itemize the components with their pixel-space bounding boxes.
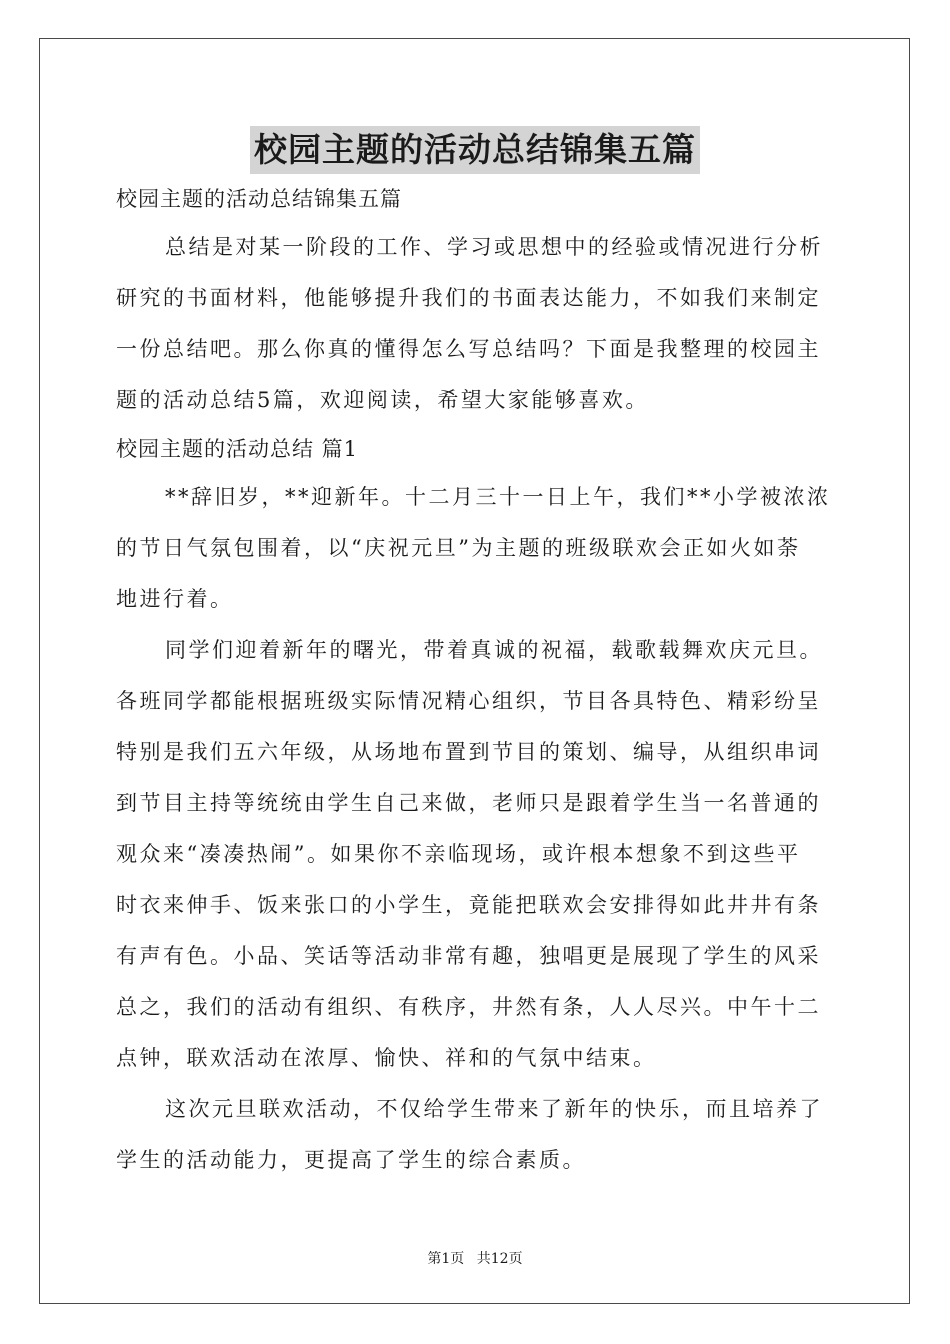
paragraph-1: [116, 472, 838, 625]
paragraph-line: 地进行着。: [116, 587, 234, 611]
paragraph-line: 时衣来伸手、饭来张口的小学生，竟能把联欢会安排得如此井井有条: [116, 893, 821, 917]
paragraph-line: 观众来“凑凑热闹”。如果你不亲临现场，或许根本想象不到这些平: [116, 842, 801, 866]
paragraph-line: 到节目主持等统统由学生自己来做，老师只是跟着学生当一名普通的: [116, 791, 821, 815]
page-footer: [0, 1248, 950, 1268]
paragraph-line: 学生的活动能力，更提高了学生的综合素质。: [116, 1148, 586, 1172]
page-number: 第1页: [427, 1251, 465, 1267]
intro-line: 题的活动总结5篇，欢迎阅读，希望大家能够喜欢。: [116, 388, 649, 412]
paragraph-line: 特别是我们五六年级，从场地布置到节目的策划、编导，从组织串词: [116, 740, 821, 764]
paragraph-line: 各班同学都能根据班级实际情况精心组织，节目各具特色、精彩纷呈: [116, 689, 821, 713]
paragraph-line: 这次元旦联欢活动，不仅给学生带来了新年的快乐，而且培养了: [165, 1097, 823, 1121]
paragraph-line: 同学们迎着新年的曙光，带着真诚的祝福，载歌载舞欢庆元旦。: [165, 638, 823, 662]
intro-line: 一份总结吧。那么你真的懂得怎么写总结吗？下面是我整理的校园主: [116, 337, 821, 361]
paragraph-line: 总之，我们的活动有组织、有秩序，井然有条，人人尽兴。中午十二: [116, 995, 821, 1019]
title-container: [0, 126, 950, 174]
paragraph-line: 有声有色。小品、笑话等活动非常有趣，独唱更是展现了学生的风采: [116, 944, 821, 968]
document-body: [116, 180, 838, 1186]
paragraph-3: [116, 1084, 838, 1186]
section-heading: 校园主题的活动总结 篇1: [116, 437, 359, 461]
document-subtitle: 校园主题的活动总结锦集五篇: [116, 187, 402, 211]
document-title: 校园主题的活动总结锦集五篇: [250, 126, 700, 174]
paragraph-2: [116, 625, 838, 1084]
intro-line: 研究的书面材料，他能够提升我们的书面表达能力，不如我们来制定: [116, 286, 821, 310]
paragraph-line: 的节日气氛包围着，以“庆祝元旦”为主题的班级联欢会正如火如荼: [116, 536, 801, 560]
intro-line: 总结是对某一阶段的工作、学习或思想中的经验或情况进行分析: [165, 235, 823, 259]
paragraph-line: 点钟，联欢活动在浓厚、愉快、祥和的气氛中结束。: [116, 1046, 657, 1070]
page-total: 共12页: [476, 1251, 523, 1267]
intro-paragraph: [116, 222, 838, 426]
paragraph-line: **辞旧岁，**迎新年。十二月三十一日上午，我们**小学被浓浓: [165, 485, 831, 509]
